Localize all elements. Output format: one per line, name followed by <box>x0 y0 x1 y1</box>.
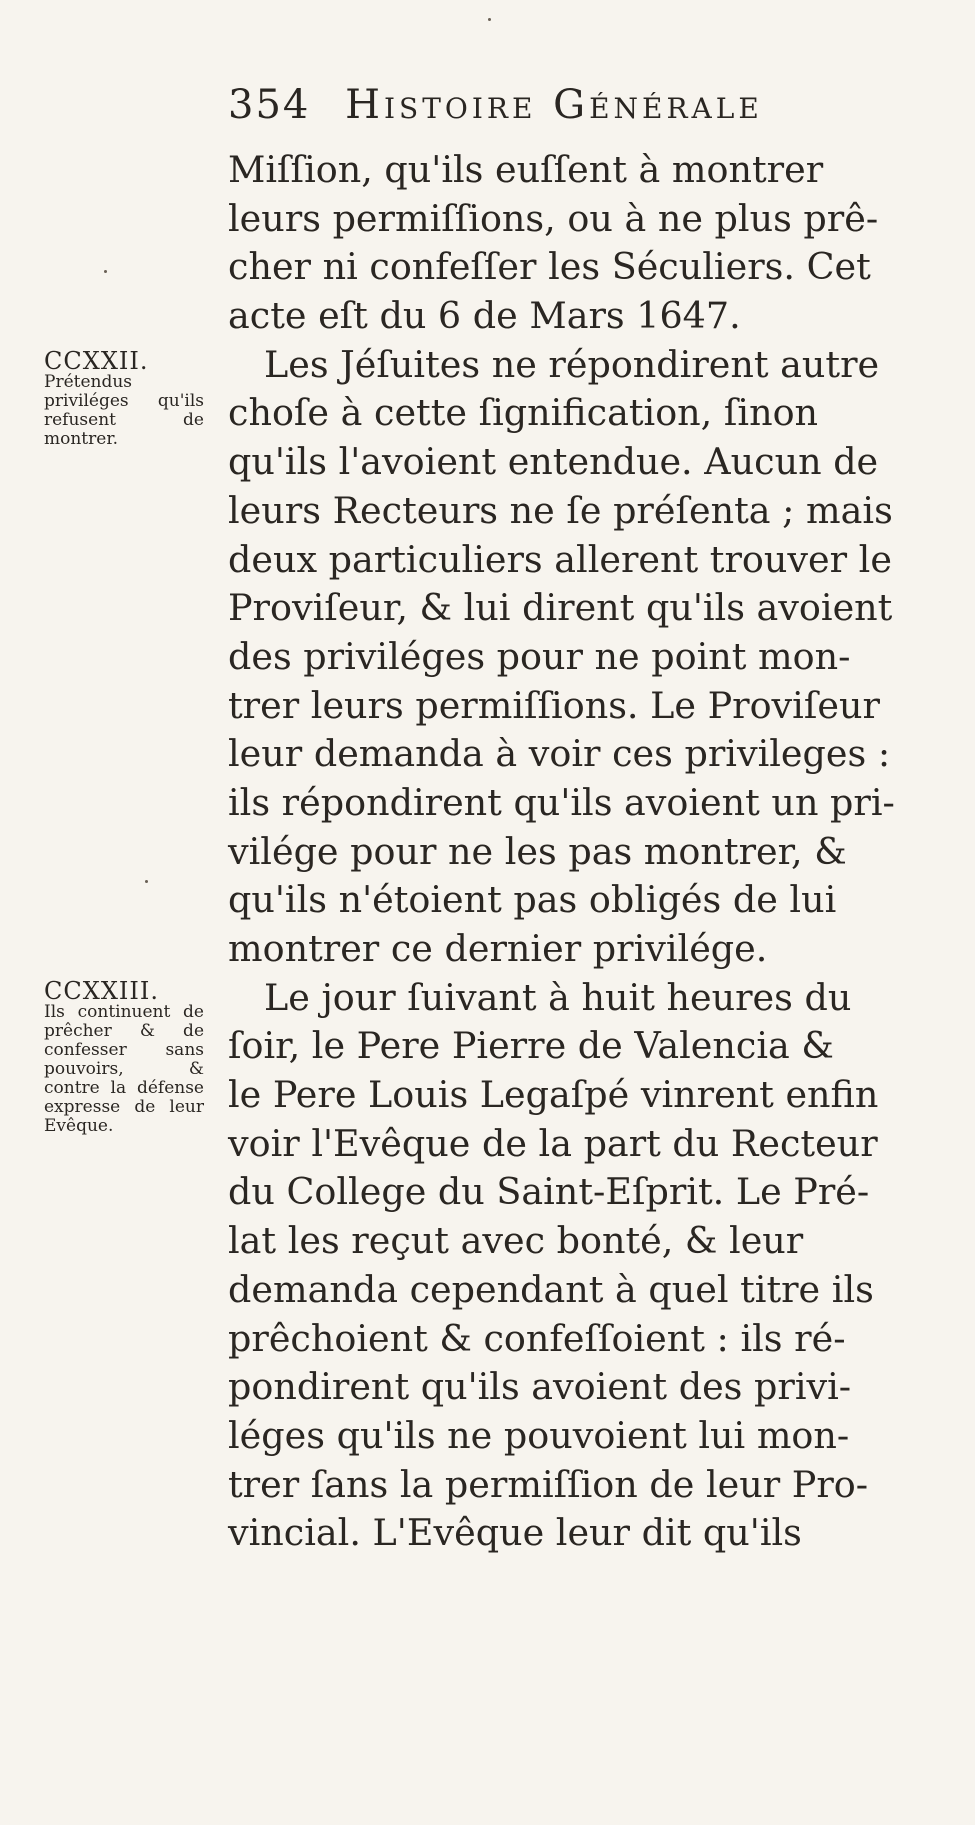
body-text <box>228 146 928 1558</box>
text-line: vincial. L'Evêque leur dit qu'ils <box>228 1511 802 1555</box>
margin-note <box>44 347 204 449</box>
text-line: voir l'Evêque de la part du Recteur <box>228 1121 878 1165</box>
text-line: trer leurs permiſſions. Le Proviſeur <box>228 683 880 727</box>
paper-speck <box>488 18 491 21</box>
margin-note-text: Ils continuent de prêcher & de confesser sans pouvoirs, & contre la défense expresse de leur Evêque. <box>44 1002 204 1136</box>
text-line: leurs permiſſions, ou à ne plus prê- <box>228 196 879 240</box>
text-line: des priviléges pour ne point mon- <box>228 634 851 678</box>
text-line: lat les reçut avec bonté, & leur <box>228 1219 804 1263</box>
text-line: pondirent qu'ils avoient des privi- <box>228 1365 852 1409</box>
text-line: qu'ils n'étoient pas obligés de lui <box>228 878 837 922</box>
text-line: trer ſans la permiſſion de leur Pro- <box>228 1462 869 1506</box>
text-line: ſoir, le Pere Pierre de Valencia & <box>228 1024 834 1068</box>
margin-note <box>44 977 204 1136</box>
text-line: cher ni confeſſer les Séculiers. Cet <box>228 245 871 289</box>
text-line: leurs Recteurs ne ſe préſenta ; mais <box>228 488 893 532</box>
text-line: demanda cependant à quel titre ils <box>228 1267 874 1311</box>
running-title: Histoire Générale <box>345 82 763 128</box>
margin-note-text: Prétendus priviléges qu'ils refusent de montrer. <box>44 372 204 449</box>
page-number: 354 <box>228 82 311 128</box>
margin-note-number: CCXXII. <box>44 347 149 375</box>
text-line: Les Jéſuites ne répondirent autre <box>264 342 880 386</box>
text-line: le Pere Louis Legaſpé vinrent enfin <box>228 1073 879 1117</box>
text-line: deux particuliers allerent trouver le <box>228 537 892 581</box>
margin-note-number: CCXXIII. <box>44 977 159 1005</box>
text-line: vilége pour ne les pas montrer, & <box>228 829 847 873</box>
text-line: du College du Saint-Eſprit. Le Pré- <box>228 1170 870 1214</box>
running-header <box>228 82 763 128</box>
text-line: ils répondirent qu'ils avoient un pri- <box>228 780 895 824</box>
text-line: Le jour ſuivant à huit heures du <box>264 975 852 1019</box>
paper-speck <box>104 270 107 273</box>
text-line: choſe à cette ſignification, ſinon <box>228 391 819 435</box>
text-line: qu'ils l'avoient entendue. Aucun de <box>228 440 879 484</box>
text-line: prêchoient & confeſſoient : ils ré- <box>228 1316 846 1360</box>
text-line: Proviſeur, & lui dirent qu'ils avoient <box>228 586 893 630</box>
text-line: leur demanda à voir ces privileges : <box>228 732 891 776</box>
text-line: acte eſt du 6 de Mars 1647. <box>228 294 741 338</box>
text-line: Miſſion, qu'ils euſſent à montrer <box>228 148 824 191</box>
text-line: montrer ce dernier privilége. <box>228 927 768 970</box>
text-line: léges qu'ils ne pouvoient lui mon- <box>228 1413 850 1457</box>
paper-speck <box>145 880 148 883</box>
